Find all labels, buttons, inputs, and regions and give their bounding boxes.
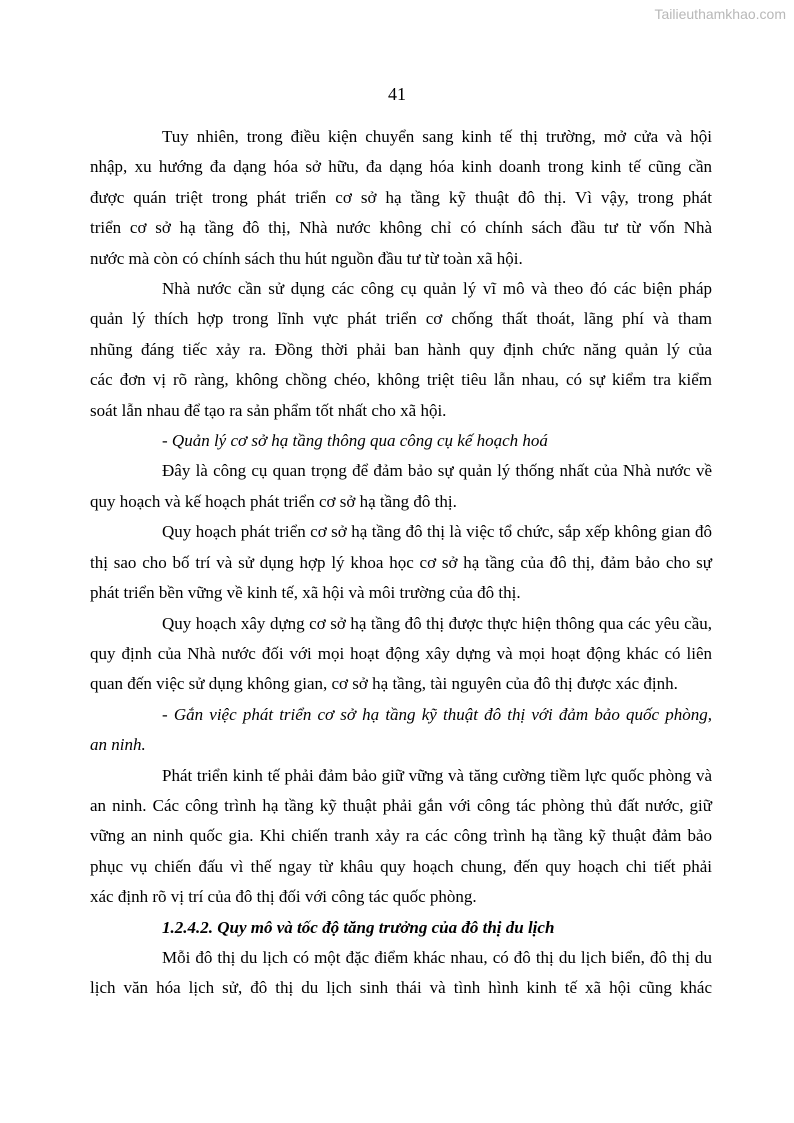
text-line: các đơn vị rõ ràng, không chồng chéo, không triệt tiêu lẫn nhau, có sự kiểm tra kiểm xyxy=(90,370,712,390)
paragraph xyxy=(90,517,712,608)
text-line: lịch văn hóa lịch sử, đô thị du lịch sinh thái và tình hình kinh tế xã hội cũng khác xyxy=(90,978,712,998)
text-line: được quán triệt trong phát triển cơ sở hạ tầng kỹ thuật đô thị. Vì vậy, trong phát xyxy=(90,187,712,207)
paragraph xyxy=(90,274,712,426)
document-body xyxy=(90,122,712,1004)
text-line: quy hoạch và kế hoạch phát triển cơ sở hạ tầng đô thị. xyxy=(90,491,457,511)
text-line: phục vụ chiến đấu vì thế ngay từ khâu quy hoạch chung, đến quy hoạch chi tiết phải xyxy=(90,856,712,876)
text-line: - Quản lý cơ sở hạ tầng thông qua công cụ kế hoạch hoá xyxy=(162,431,548,451)
text-line: phát triển bền vững về kinh tế, xã hội và môi trường của đô thị. xyxy=(90,583,521,603)
paragraph xyxy=(90,609,712,700)
text-line: xác định rõ vị trí của đô thị đối với công tác quốc phòng. xyxy=(90,887,477,907)
text-line: Quy hoạch xây dựng cơ sở hạ tầng đô thị được thực hiện thông qua các yêu cầu, xyxy=(162,613,712,633)
text-line: nước mà còn có chính sách thu hút nguồn đầu tư từ toàn xã hội. xyxy=(90,248,523,268)
section-heading xyxy=(126,913,712,943)
text-line: Tuy nhiên, trong điều kiện chuyển sang kinh tế thị trường, mở cửa và hội xyxy=(162,127,712,146)
paragraph xyxy=(90,122,712,274)
paragraph xyxy=(90,943,712,1004)
text-line: nhũng đáng tiếc xảy ra. Đồng thời phải ban hành quy định chức năng quản lý của xyxy=(90,339,712,359)
text-line: triển cơ sở hạ tầng đô thị, Nhà nước không chỉ có chính sách đầu tư từ vốn Nhà xyxy=(90,218,712,238)
text-line: quan đến việc sử dụng không gian, cơ sở hạ tầng, tài nguyên của đô thị được xác định. xyxy=(90,674,678,694)
watermark: Tailieuthamkhao.com xyxy=(654,6,786,22)
page-number: 41 xyxy=(388,84,406,104)
text-line: Phát triển kinh tế phải đảm bảo giữ vững và tăng cường tiềm lực quốc phòng và xyxy=(162,765,712,785)
text-line: quy định của Nhà nước đối với mọi hoạt động xây dựng và mọi hoạt động khác có liên xyxy=(90,643,712,663)
text-line: quản lý thích hợp trong lĩnh vực phát triển cơ chống thất thoát, lãng phí và tham xyxy=(90,309,712,329)
text-line: Đây là công cụ quan trọng để đảm bảo sự quản lý thống nhất của Nhà nước về xyxy=(162,461,712,481)
text-line: an ninh. Các công trình hạ tầng kỹ thuật phải gắn với công tác phòng thủ đất nước, giữ xyxy=(90,795,712,815)
text-line: Mỗi đô thị du lịch có một đặc điểm khác nhau, có đô thị du lịch biển, đô thị du xyxy=(162,947,712,967)
text-line: thị sao cho bố trí và sử dụng hợp lý khoa học cơ sở hạ tầng của đô thị, đảm bảo cho sự xyxy=(90,552,712,572)
text-line: - Gắn việc phát triển cơ sở hạ tầng kỹ thuật đô thị với đảm bảo quốc phòng, xyxy=(162,704,712,724)
text-line: soát lẫn nhau để tạo ra sản phẩm tốt nhất cho xã hội. xyxy=(90,400,447,420)
paragraph xyxy=(90,456,712,517)
paragraph xyxy=(90,761,712,913)
text-line: 1.2.4.2. Quy mô và tốc độ tăng trưởng của đô thị du lịch xyxy=(162,917,555,937)
text-line: nhập, xu hướng đa dạng hóa sở hữu, đa dạng hóa kinh doanh trong kinh tế cũng cần xyxy=(90,157,712,177)
subheading xyxy=(90,700,712,761)
text-line: Quy hoạch phát triển cơ sở hạ tầng đô thị là việc tổ chức, sắp xếp không gian đô xyxy=(162,522,712,542)
subheading xyxy=(126,426,712,456)
text-line: Nhà nước cần sử dụng các công cụ quản lý vĩ mô và theo đó các biện pháp xyxy=(162,279,712,299)
text-line: an ninh. xyxy=(90,735,146,755)
text-line: vững an ninh quốc gia. Khi chiến tranh xảy ra các công trình hạ tầng kỹ thuật đảm bảo xyxy=(90,826,712,846)
